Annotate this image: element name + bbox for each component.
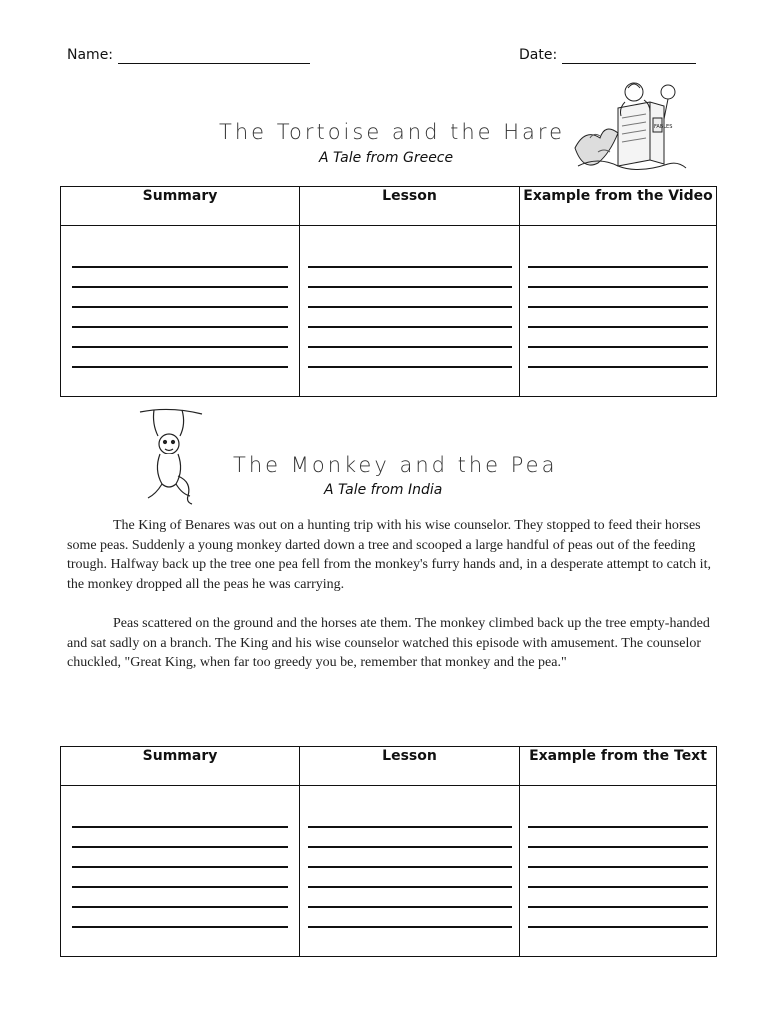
date-field[interactable]	[562, 63, 696, 64]
example-answer-cell[interactable]	[520, 226, 717, 397]
hanging-monkey-illustration-icon	[136, 404, 206, 508]
column-header-summary: Summary	[61, 747, 300, 786]
story-text	[67, 516, 717, 692]
column-header-example: Example from the Text	[520, 747, 717, 786]
date-label: Date:	[519, 47, 558, 63]
column-header-lesson: Lesson	[300, 747, 520, 786]
story-title-tortoise-hare: The Tortoise and the Hare	[219, 120, 566, 144]
summary-answer-cell[interactable]	[61, 786, 300, 957]
column-header-summary: Summary	[61, 187, 300, 226]
column-header-lesson: Lesson	[300, 187, 520, 226]
lesson-answer-cell[interactable]	[300, 786, 520, 957]
story-paragraph: The King of Benares was out on a hunting trip with his wise counselor. They stopped to feed their horses some peas. Suddenly a young monkey darted down a tree and scooped a large handful of peas out of the feeding trough. Halfway back up the tree one pea fell from the monkey's furry hands and, in a desperate attempt to catch it, the monkey dropped all the peas he was carrying.	[67, 518, 711, 593]
worksheet-table-text	[60, 746, 717, 957]
story-origin-india: A Tale from India	[324, 482, 443, 498]
story-paragraph: Peas scattered on the ground and the horses ate them. The monkey climbed back up the tree empty-handed and sat sadly on a branch. The King and his wise counselor watched this episode with amusement. The counselor chuckled, "Great King, when far too greedy you be, remember that monkey and the pea."	[67, 615, 710, 671]
column-header-example: Example from the Video	[520, 187, 717, 226]
example-answer-cell[interactable]	[520, 786, 717, 957]
story-title-monkey-pea: The Monkey and the Pea	[233, 453, 558, 477]
name-field[interactable]	[118, 63, 310, 64]
svg-text:FABLES: FABLES	[654, 124, 673, 130]
lesson-answer-cell[interactable]	[300, 226, 520, 397]
story-origin-greece: A Tale from Greece	[319, 150, 454, 166]
summary-answer-cell[interactable]	[61, 226, 300, 397]
fables-book-illustration-icon	[570, 78, 690, 176]
name-label: Name:	[67, 47, 114, 63]
worksheet-table-video	[60, 186, 717, 397]
